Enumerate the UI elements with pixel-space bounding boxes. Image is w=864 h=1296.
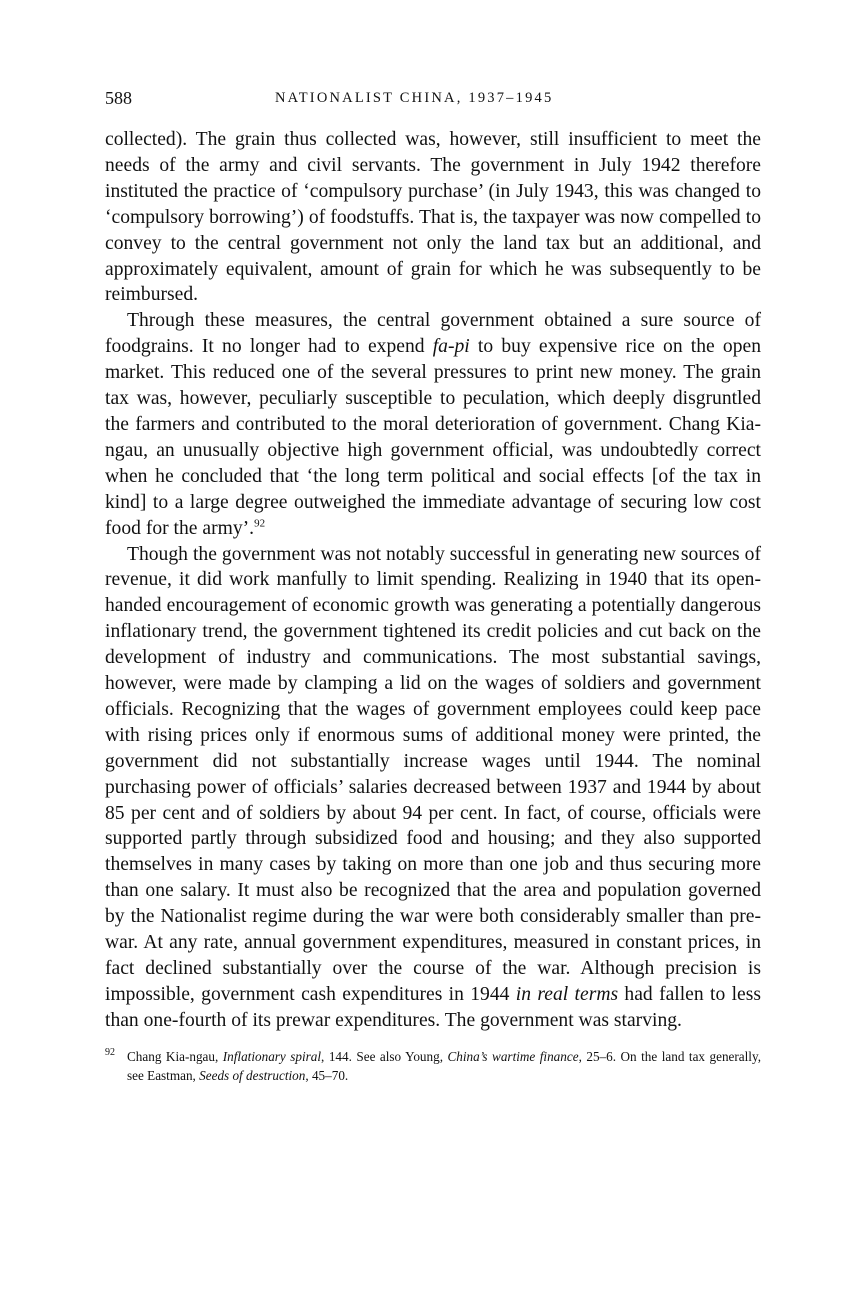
footnote-text: , 144. See also Young,: [321, 1048, 448, 1064]
paragraph-3: [105, 542, 761, 1034]
paragraph-2: [105, 308, 761, 541]
running-header: [105, 84, 761, 114]
paragraph-text: Through these measures, the central government obtained a sure source of foodgrains. It no longer had to expend: [105, 310, 761, 358]
running-title: NATIONALIST CHINA, 1937–1945: [275, 90, 554, 106]
paragraph-text: Though the government was not notably successful in generating new sources of revenue, it did work manfully to limit spending. Realizing in 1940 that its open-handed encouragement of economic growth was generating a potentially dangerous inflationary trend, the government tightened its credit policies and cut back on the development of industry and communications. The most substantial savings, however, were made by clamping a lid on the wages of soldiers and government officials. Recognizing that the wages of government employees could keep pace with rising prices only if enormous sums of additional money were printed, the government did not substantially increase wages until 1944. The nominal purchasing power of officials’ salaries decreased between 1937 and 1944 by about 85 per cent and of soldiers by about 94 per cent. In fact, of course, officials were supported partly through subsidized food and housing; and they also supported themselves in many cases by taking on more than one job and thus securing more than one salary. It must also be recognized that the area and population governed by the Nationalist regime during the war were both considerably smaller than pre-war. At any rate, annual government expenditures, measured in constant prices, in fact declined substantially over the course of the war. Although precision is impossible, government cash expenditures in 1944: [105, 543, 761, 1005]
page-number: 588: [105, 88, 132, 108]
book-page: [105, 84, 761, 1085]
footnote-text: , 45–70.: [305, 1067, 349, 1083]
footnote-book-title: Seeds of destruction: [199, 1067, 306, 1083]
footnote-text: Chang Kia-ngau,: [127, 1048, 223, 1064]
paragraph-text: collected). The grain thus collected was, however, still insufficient to meet the needs of the army and civil servants. The government in July 1942 therefore instituted the practice of ‘compulsory purchase’ (in July 1943, this was changed to ‘compulsory borrowing’) of foodstuffs. That is, the taxpayer was now compelled to convey to the central government not only the land tax but an additional, and approximately equivalent, amount of grain for which he was subsequently to be reimbursed.: [105, 129, 761, 306]
footnote-text: , 25–6. On the land tax generally, see Eastman,: [127, 1048, 761, 1083]
italic-term: fa-pi: [432, 336, 470, 358]
italic-emphasis: in real terms: [515, 983, 619, 1005]
footnote: 92 Chang Kia-ngau, Inflationary spiral, 144. See also Young, China’s wartime finance, 25–6. On the land tax generally, see Eastman, Seeds of destruction, 45–70.: [105, 1047, 761, 1083]
body-text: [105, 127, 761, 1034]
footnote-reference: 92: [254, 517, 266, 530]
paragraph-1: [105, 127, 761, 308]
footnote-book-title: Inflationary spiral: [222, 1048, 322, 1064]
paragraph-text: had fallen to less than one-fourth of its prewar expenditures. The government was starving.: [105, 983, 761, 1031]
paragraph-text: to buy expensive rice on the open market. This reduced one of the several pressures to print new money. The grain tax was, however, peculiarly susceptible to peculation, which deeply disgruntled the farmers and contributed to the moral deterioration of government. Chang Kia-ngau, an unusually objective high government official, was undoubtedly correct when he concluded that ‘the long term political and social effects [of the tax in kind] to a large degree outweighed the immediate advantage of securing low cost food for the army’.: [105, 336, 762, 539]
footnote-book-title: China’s wartime finance: [447, 1048, 579, 1064]
